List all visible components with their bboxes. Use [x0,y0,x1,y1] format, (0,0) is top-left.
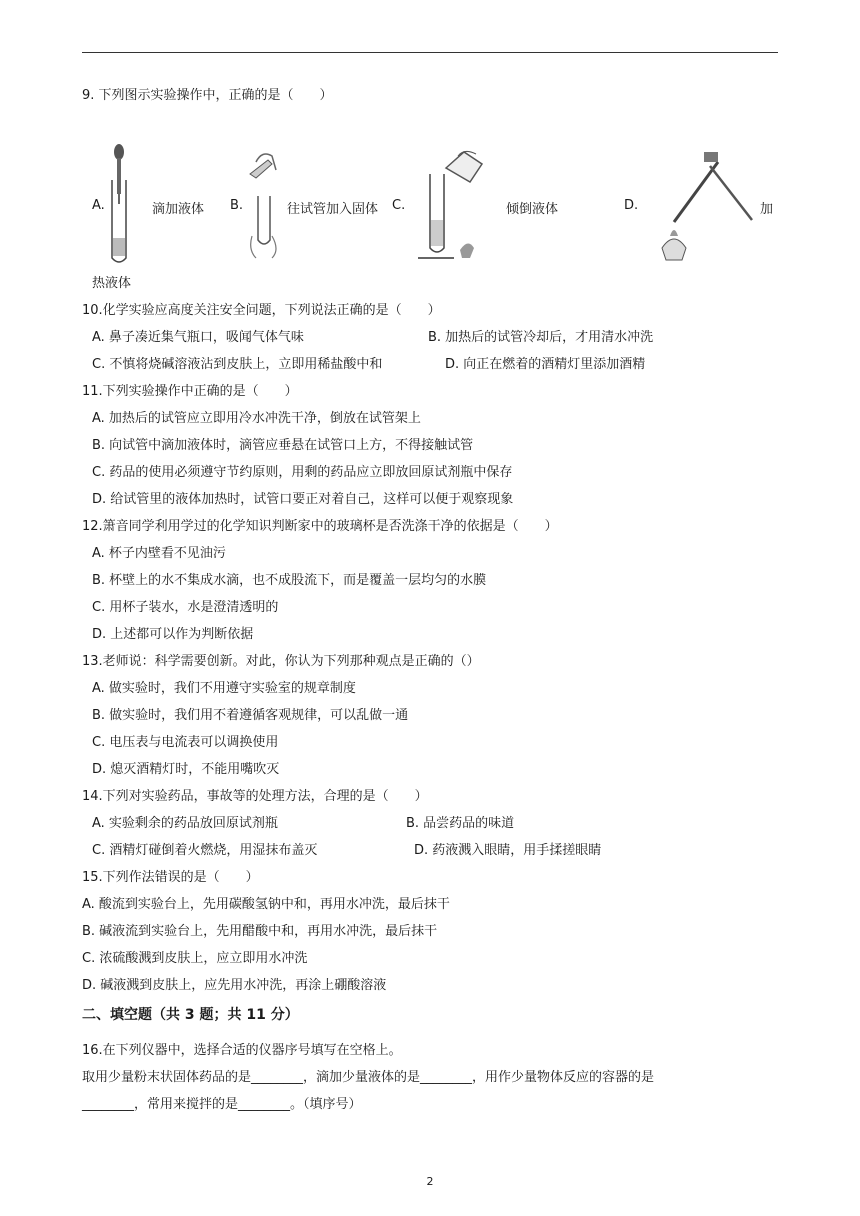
option-a-letter: A. [92,198,105,213]
header-rule [82,52,778,53]
question-10-stem: 10.化学实验应高度关注安全问题，下列说法正确的是（ ） [82,303,441,318]
option-c-text: 倾倒液体 [506,202,559,217]
option-d-letter: D. [624,198,639,213]
question-16-stem: 16.在下列仪器中，选择合适的仪器序号填写在空格上。 [82,1043,402,1058]
option-d-text-2: 热液体 [92,276,132,291]
option-d-text-1: 加 [760,202,774,217]
question-13-option-a: A. 做实验时，我们不用遵守实验室的规章制度 [92,681,356,696]
question-10-option-d: D. 向正在燃着的酒精灯里添加酒精 [445,357,646,372]
question-11-stem: 11.下列实验操作中正确的是（ ） [82,384,298,399]
question-16-line-1: 取用少量粉末状固体药品的是________，滴加少量液体的是________，用作少量物体反应的容器的是 [82,1070,655,1085]
question-14-stem: 14.下列对实验药品，事故等的处理方法，合理的是（ ） [82,789,428,804]
question-11-option-c: C. 药品的使用必须遵守节约原则，用剩的药品应立即放回原试剂瓶中保存 [92,465,513,480]
question-12-option-c: C. 用杯子装水，水是澄清透明的 [92,600,279,615]
question-15-option-a: A. 酸流到实验台上，先用碳酸氢钠中和，再用水冲洗，最后抹干 [82,897,450,912]
solid-into-tube-figure [242,140,286,268]
question-10-option-c: C. 不慎将烧碱溶液沾到皮肤上，立即用稀盐酸中和 [92,357,383,372]
question-14-option-a: A. 实验剩余的药品放回原试剂瓶 [92,816,278,831]
question-15-option-c: C. 浓硫酸溅到皮肤上，应立即用水冲洗 [82,951,308,966]
question-13-option-d: D. 熄灭酒精灯时，不能用嘴吹灭 [92,762,280,777]
question-11-option-a: A. 加热后的试管应立即用冷水冲洗干净，倒放在试管架上 [92,411,421,426]
question-12-option-a: A. 杯子内壁看不见油污 [92,546,226,561]
question-14-option-c: C. 酒精灯碰倒着火燃烧，用湿抹布盖灭 [92,843,318,858]
question-12-option-b: B. 杯壁上的水不集成水滴，也不成股流下，而是覆盖一层均匀的水膜 [92,573,487,588]
question-13-option-c: C. 电压表与电流表可以调换使用 [92,735,279,750]
section-heading: 二、填空题（共 3 题；共 11 分） [82,1007,299,1023]
question-15-option-b: B. 碱液流到实验台上，先用醋酸中和，再用水冲洗，最后抹干 [82,924,438,939]
question-16-line-2: ________，常用来搅拌的是________。（填序号） [82,1097,362,1112]
question-14-option-b: B. 品尝药品的味道 [406,816,515,831]
question-11-option-d: D. 给试管里的液体加热时，试管口要正对着自己，这样可以便于观察现象 [92,492,514,507]
question-15-option-d: D. 碱液溅到皮肤上，应先用水冲洗，再涂上硼酸溶液 [82,978,387,993]
option-a-text: 滴加液体 [152,202,205,217]
option-b-letter: B. [230,198,244,213]
page-number: 2 [426,1175,434,1188]
question-11-option-b: B. 向试管中滴加液体时，滴管应垂悬在试管口上方，不得接触试管 [92,438,474,453]
question-13-option-b: B. 做实验时，我们用不着遵循客观规律，可以乱做一通 [92,708,409,723]
question-10-option-b: B. 加热后的试管冷却后，才用清水冲洗 [428,330,654,345]
question-14-option-d: D. 药液溅入眼睛，用手揉搓眼睛 [414,843,602,858]
pour-liquid-figure [418,140,488,268]
question-12-option-d: D. 上述都可以作为判断依据 [92,627,254,642]
question-15-stem: 15.下列作法错误的是（ ） [82,870,259,885]
option-b-text: 往试管加入固体 [287,202,379,217]
question-12-stem: 12.箫音同学利用学过的化学知识判断家中的玻璃杯是否洗涤干净的依据是（ ） [82,519,558,534]
question-9-stem: 9. 下列图示实验操作中，正确的是（ ） [82,88,333,103]
heat-liquid-figure [648,140,758,268]
question-9-figures [82,140,778,270]
option-c-letter: C. [392,198,406,213]
question-13-stem: 13.老师说：科学需要创新。对此，你认为下列那种观点是正确的（） [82,654,480,669]
question-10-option-a: A. 鼻子凑近集气瓶口，吸闻气体气味 [92,330,304,345]
dropper-figure [104,140,134,268]
